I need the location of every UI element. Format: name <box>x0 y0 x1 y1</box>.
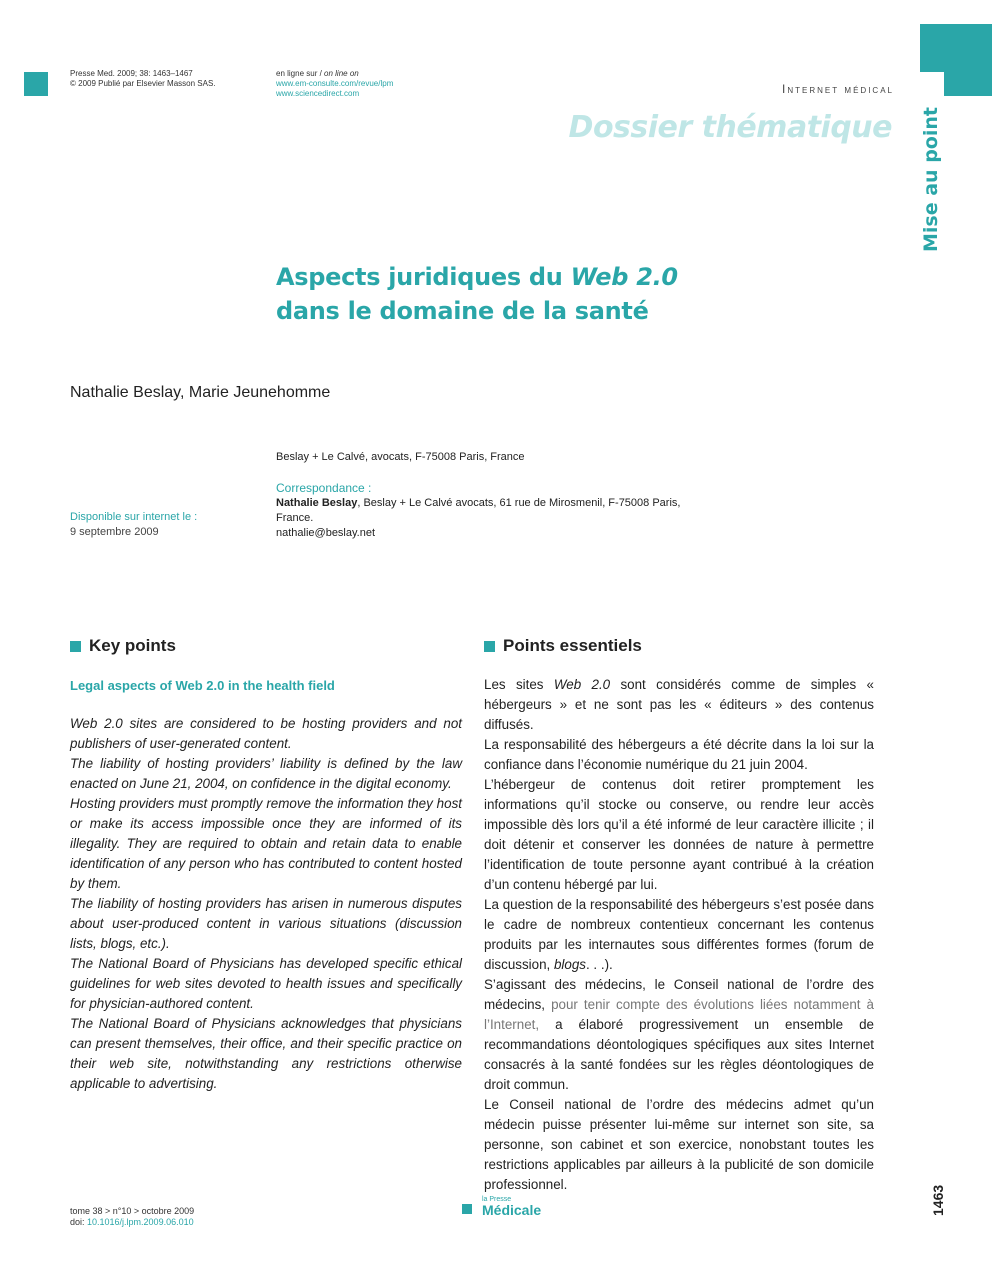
authors: Nathalie Beslay, Marie Jeunehomme <box>70 384 331 401</box>
online-info <box>276 69 393 99</box>
points-essentiels-heading-text: Points essentiels <box>503 636 642 655</box>
doi-label: doi: <box>70 1217 88 1227</box>
corner-square-notch <box>920 72 944 96</box>
logo-large-text: Médicale <box>482 1202 542 1218</box>
points-essentiels-body <box>484 675 874 1195</box>
page-number: 1463 <box>930 1184 946 1216</box>
p1-a: Les sites <box>484 677 554 692</box>
key-point-paragraph: The National Board of Physicians acknowledges that physicians can present themselves, their office, and their specific practice on their web site, notwithstanding any restrictions otherwise applicable to advertising. <box>70 1016 462 1091</box>
availability <box>70 510 197 540</box>
online-label-en: on line on <box>324 69 359 78</box>
heading-square-icon <box>70 641 81 652</box>
title-part1: Aspects juridiques du <box>276 263 571 291</box>
title-line2: dans le domaine de la santé <box>276 297 649 325</box>
essentiel-paragraph <box>484 975 874 1095</box>
key-point-paragraph: The liability of hosting providers has arisen in numerous disputes about user-produced content in various situations (discussion lists, blogs, etc.). <box>70 896 462 951</box>
key-points-subtitle: Legal aspects of Web 2.0 in the health field <box>70 678 335 693</box>
journal-logo <box>462 1196 541 1217</box>
points-essentiels-heading <box>484 636 642 656</box>
journal-copyright: © 2009 Publié par Elsevier Masson SAS. <box>70 79 216 88</box>
logo-square-icon <box>462 1204 472 1214</box>
key-point-paragraph: The National Board of Physicians has developed specific ethical guidelines for web sites devoted to health issues and specifically for physician-authored content. <box>70 956 462 1011</box>
correspondence-email[interactable]: nathalie@beslay.net <box>276 527 376 539</box>
p5-c: a élaboré progressivement un ensemble de recommandations déontologiques spécifiques aux sites Internet consacrés à la santé fondées sur les règles déontologiques de droit commun. <box>484 1017 874 1092</box>
heading-square-icon <box>484 641 495 652</box>
key-point-paragraph: The liability of hosting providers’ liability is defined by the law enacted on June 21, 2004, on confidence in the digital economy. <box>70 756 462 791</box>
p5-a: S’agissant des médecins, le Conseil national de l’ordre des médecins, <box>484 977 874 1012</box>
correspondence-label: Correspondance : <box>276 481 372 495</box>
footer-volume: tome 38 > n°10 > octobre 2009 <box>70 1206 195 1216</box>
p1-b: Web 2.0 <box>553 677 611 692</box>
p4-a: La question de la responsabilité des hébergeurs s’est posée dans le cadre de nombreux contentieux concernant les contenus produits par les internautes sous différentes formes (forum de discussion, <box>484 897 874 972</box>
journal-info <box>70 69 216 89</box>
doi-link[interactable]: 10.1016/j.lpm.2009.06.010 <box>87 1217 194 1227</box>
footer-citation <box>70 1206 194 1228</box>
availability-label: Disponible sur internet le : <box>70 511 198 523</box>
p1-c: sont considérés comme de simples « hébergeurs » et ne sont pas les « éditeurs » des contenus diffusés. <box>484 677 874 732</box>
p4-b: blogs <box>553 957 586 972</box>
em-consulte-link[interactable]: www.em-consulte.com/revue/lpm <box>276 79 394 88</box>
p4-c: . . .). <box>585 957 613 972</box>
affiliation: Beslay + Le Calvé, avocats, F-75008 Paris, France <box>276 451 525 463</box>
journal-citation: Presse Med. 2009; 38: 1463–1467 <box>70 69 193 78</box>
correspondence-name: Nathalie Beslay <box>276 497 358 509</box>
correspondence-address: , Beslay + Le Calvé avocats, 61 rue de Mirosmenil, F-75008 Paris, France. <box>276 497 681 524</box>
logo-small-text: la Presse <box>482 1196 512 1203</box>
availability-date: 9 septembre 2009 <box>70 526 159 538</box>
online-label: en ligne sur / <box>276 69 325 78</box>
essentiel-paragraph <box>484 895 874 975</box>
key-point-paragraph: Hosting providers must promptly remove the information they host or make its access impossible once they are informed of its illegality. They are required to obtain and retain data to enable identification of any person who has contributed to content hosted by them. <box>70 796 462 891</box>
title-italic: Web 2.0 <box>570 263 678 291</box>
article-title <box>276 260 678 328</box>
essentiel-paragraph: L’hébergeur de contenus doit retirer promptement les informations qu’il stocke ou conserve, ou rendre leur accès impossible dès lors qu’il a été informé de leur caractère illicite ; il doit détenir et conserver les données de nature à permettre l’identification de toute personne ayant contribué à la création d’un contenu hébergé par lui. <box>484 777 874 892</box>
key-points-heading-text: Key points <box>89 636 176 655</box>
dossier-label: Dossier thématique <box>568 110 892 145</box>
key-points-heading <box>70 636 176 656</box>
corner-square-left <box>24 72 48 96</box>
section-label: Internet médical <box>781 82 894 96</box>
sciencedirect-link[interactable]: www.sciencedirect.com <box>276 89 360 98</box>
p5-b: pour tenir compte des évolutions liées notamment à l’Internet, <box>484 997 874 1032</box>
essentiel-paragraph: Le Conseil national de l’ordre des médecins admet qu’un médecin puisse présenter lui-même sur internet son site, sa personne, son cabinet et son exercice, nonobstant toutes les restrictions applicables par ailleurs à la publicité de son domicile professionnel. <box>484 1097 874 1192</box>
article-type-vertical: Mise au point <box>920 107 942 252</box>
correspondence-body <box>276 496 686 541</box>
key-point-paragraph: Web 2.0 sites are considered to be hosting providers and not publishers of user-generated content. <box>70 716 462 751</box>
essentiel-paragraph <box>484 675 874 735</box>
key-points-body <box>70 714 462 1094</box>
essentiel-paragraph: La responsabilité des hébergeurs a été décrite dans la loi sur la confiance dans l’économie numérique du 21 juin 2004. <box>484 737 874 772</box>
